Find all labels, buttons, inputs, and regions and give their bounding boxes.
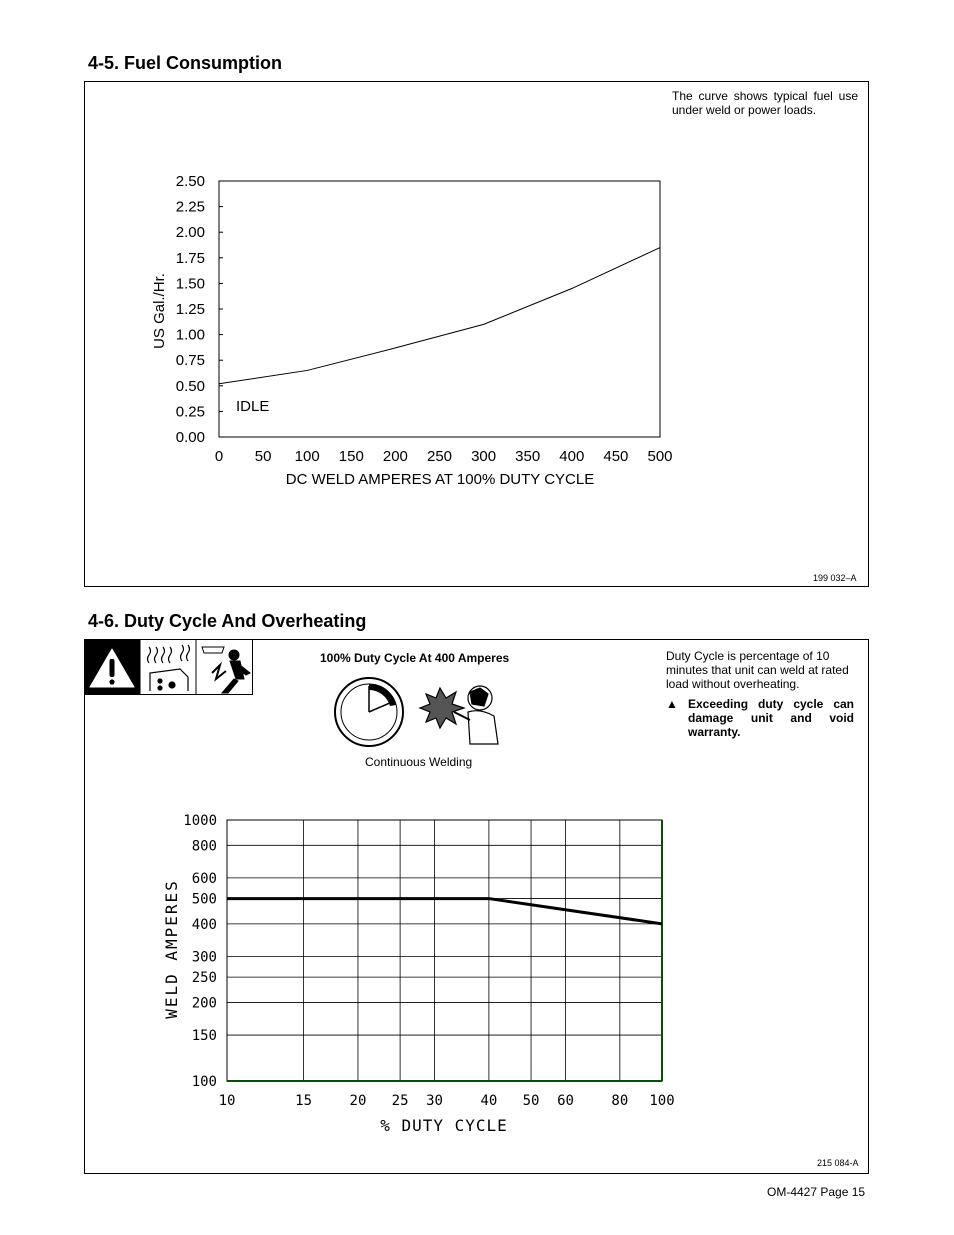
fuel-y-tick-label: 1.75: [175, 249, 205, 267]
fuel-x-tick-label: 200: [382, 448, 408, 465]
section-title-fuel-consumption: 4-5. Fuel Consumption: [88, 53, 283, 73]
duty-y-axis-label: WELD AMPERES: [162, 879, 181, 1019]
duty-series-line: [227, 899, 662, 924]
duty-x-tick-label: 30: [426, 1093, 443, 1109]
duty-cycle-note: Duty Cycle is percentage of 10 minutes that unit can weld at rated load without overheating.: [666, 649, 849, 691]
duty-x-tick-label: 50: [522, 1093, 540, 1109]
fuel-consumption-chart: [84, 81, 869, 587]
duty-x-tick-label: 40: [480, 1093, 498, 1109]
fuel-x-tick-label: 150: [338, 448, 364, 465]
duty-cycle-chart: [84, 639, 869, 1174]
fuel-x-tick-label: 100: [294, 448, 320, 465]
illustration-caption: Continuous Welding: [365, 755, 473, 769]
duty-y-tick-label: 250: [191, 970, 217, 987]
duty-x-tick-label: 20: [349, 1093, 367, 1109]
duty-y-tick-label: 100: [191, 1074, 217, 1090]
duty-y-tick-label: 150: [191, 1028, 217, 1045]
duty-x-tick-label: 60: [557, 1093, 574, 1109]
duty-x-tick-label: 10: [218, 1093, 236, 1109]
fuel-y-tick-label: 0.50: [175, 377, 205, 395]
fuel-x-tick-label: 0: [214, 448, 224, 465]
duty-x-tick-label: 100: [649, 1093, 675, 1109]
fuel-y-tick-label: 0.25: [175, 403, 205, 421]
duty-x-tick-label: 80: [611, 1093, 629, 1109]
duty-y-tick-label: 800: [191, 838, 217, 855]
fuel-y-tick-label: 1.50: [175, 275, 205, 293]
duty-figure-id: 215 084-A: [817, 1158, 859, 1168]
warning-bullet-icon: ▲: [666, 697, 678, 711]
duty-x-tick-label: 15: [295, 1093, 313, 1109]
illustration-title: 100% Duty Cycle At 400 Amperes: [320, 651, 510, 665]
fuel-y-tick-label: 2.25: [175, 198, 205, 216]
fuel-y-tick-label: 0.75: [175, 352, 205, 370]
fuel-y-tick-label: 1.25: [175, 301, 205, 318]
fuel-x-tick-label: 500: [647, 448, 673, 465]
warning-text: Exceeding duty cycle can damage unit and void warranty.: [688, 697, 854, 739]
fuel-y-tick-label: 2.00: [175, 224, 205, 242]
fuel-x-tick-label: 400: [559, 448, 585, 465]
section-title-duty-cycle: 4-6. Duty Cycle And Overheating: [88, 611, 367, 631]
fuel-y-tick-label: 0.00: [175, 429, 205, 446]
fuel-series-line: [219, 248, 660, 384]
duty-y-tick-label: 500: [191, 891, 217, 908]
duty-y-tick-label: 400: [191, 916, 217, 933]
fuel-y-tick-label: 2.50: [175, 173, 205, 190]
fuel-plot-frame: [219, 181, 660, 437]
duty-y-tick-label: 300: [191, 949, 217, 966]
fuel-x-axis-label: DC WELD AMPERES AT 100% DUTY CYCLE: [285, 471, 595, 488]
page-footer: OM-4427 Page 15: [767, 1185, 866, 1199]
duty-y-tick-label: 600: [191, 870, 217, 887]
duty-y-tick-label: 1000: [183, 813, 217, 829]
fuel-y-tick-label: 1.00: [175, 326, 205, 344]
fuel-note: The curve shows typical fuel use under weld or power loads.: [672, 89, 858, 117]
fuel-x-tick-label: 450: [603, 448, 629, 465]
fuel-x-tick-label: 50: [254, 448, 272, 465]
fuel-x-tick-label: 250: [426, 448, 453, 465]
fuel-y-axis-label: US Gal./Hr.: [151, 273, 168, 349]
duty-plot-frame: [227, 820, 662, 1081]
duty-x-tick-label: 25: [391, 1093, 409, 1109]
fuel-x-tick-label: 300: [471, 448, 497, 465]
fuel-figure-id: 199 032–A: [813, 573, 857, 583]
idle-annotation: IDLE: [236, 398, 270, 415]
fuel-x-tick-label: 350: [515, 448, 541, 465]
duty-x-axis-label: % DUTY CYCLE: [380, 1116, 508, 1135]
duty-y-tick-label: 200: [191, 995, 217, 1012]
